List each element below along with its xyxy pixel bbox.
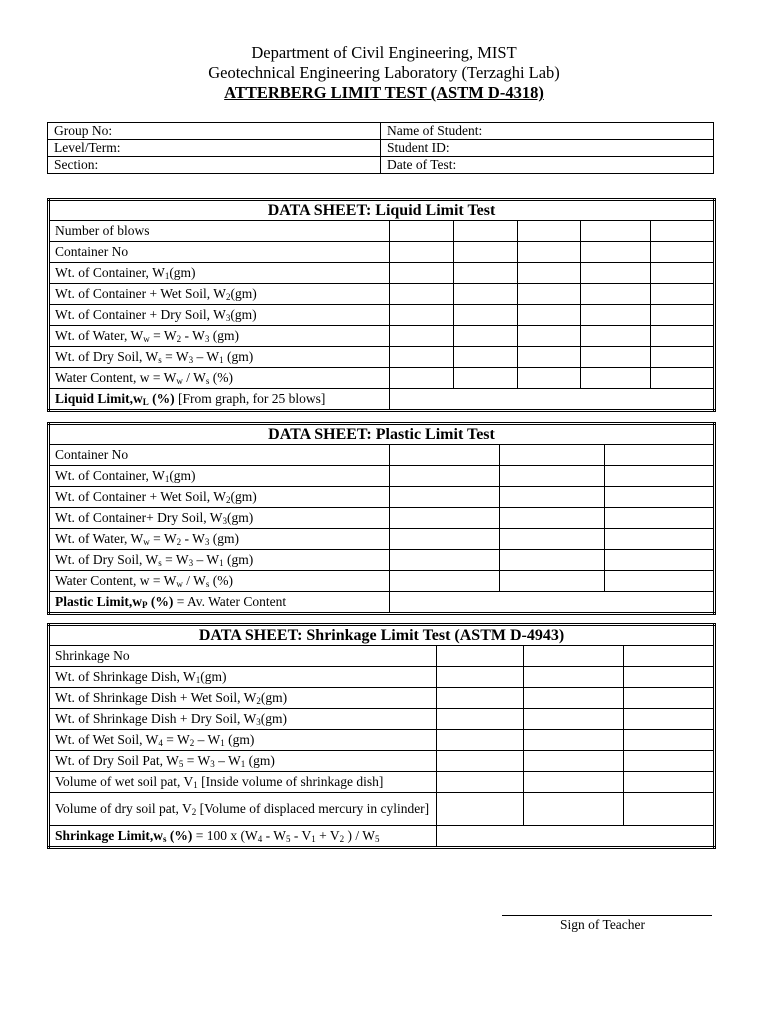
table-row [49, 368, 715, 389]
row-label: Shrinkage No [49, 646, 437, 667]
data-cell[interactable] [390, 368, 454, 389]
data-cell[interactable] [605, 550, 715, 571]
data-cell[interactable] [624, 772, 715, 793]
row-label: Wt. of Container, $W_1(gm)$ [49, 466, 390, 487]
data-cell[interactable] [500, 466, 605, 487]
data-cell[interactable] [454, 347, 518, 368]
data-cell[interactable] [390, 221, 454, 242]
row-label: Container No [49, 242, 390, 263]
data-cell[interactable] [651, 305, 715, 326]
table-row [49, 667, 715, 688]
data-cell[interactable] [500, 445, 605, 466]
data-cell[interactable] [390, 326, 454, 347]
shrinkage-limit-result-cell[interactable] [437, 826, 715, 848]
data-cell[interactable] [518, 263, 581, 284]
data-cell[interactable] [624, 667, 715, 688]
data-cell[interactable] [524, 646, 624, 667]
row-label: Wt. of Dry Soil Pat, $W_5 = W_3 - W_1$ (gm) [49, 751, 437, 772]
table-row [49, 730, 715, 751]
data-cell[interactable] [390, 508, 500, 529]
table-row [49, 550, 715, 571]
data-cell[interactable] [651, 326, 715, 347]
level-term-field[interactable]: Level/Term: [48, 140, 381, 157]
data-cell[interactable] [500, 508, 605, 529]
data-cell[interactable] [605, 508, 715, 529]
data-cell[interactable] [518, 347, 581, 368]
plastic-limit-result-label: Plastic $Limit,w_P$ (%) = Av. Water Content [49, 592, 390, 614]
table-row [49, 242, 715, 263]
table-row [49, 751, 715, 772]
group-no-field[interactable]: Group No: [48, 123, 381, 140]
data-cell[interactable] [390, 445, 500, 466]
table-row [49, 529, 715, 550]
data-cell[interactable] [500, 487, 605, 508]
table-row [49, 688, 715, 709]
data-cell[interactable] [454, 326, 518, 347]
data-cell[interactable] [518, 305, 581, 326]
table-row [49, 592, 715, 614]
data-cell[interactable] [605, 487, 715, 508]
data-cell[interactable] [437, 709, 524, 730]
data-cell[interactable] [524, 709, 624, 730]
table-row [49, 646, 715, 667]
data-cell[interactable] [518, 242, 581, 263]
row-label: Wt. of Shrinkage Dish + Wet Soil, $W_2(gm)$ [49, 688, 437, 709]
row-label: Wt. of Wet Soil, $W_4 = W_2 - W_1$ (gm) [49, 730, 437, 751]
data-cell[interactable] [605, 571, 715, 592]
data-cell[interactable] [454, 368, 518, 389]
data-cell[interactable] [454, 263, 518, 284]
data-cell[interactable] [651, 263, 715, 284]
data-cell[interactable] [390, 466, 500, 487]
row-label: Wt. of Container+ Dry Soil, $W_3(gm)$ [49, 508, 390, 529]
data-cell[interactable] [390, 487, 500, 508]
data-cell[interactable] [524, 667, 624, 688]
data-cell[interactable] [624, 793, 715, 826]
table-row [49, 263, 715, 284]
table-row [49, 445, 715, 466]
plastic-limit-heading: DATA SHEET: Plastic Limit Test [49, 424, 715, 445]
data-cell[interactable] [390, 305, 454, 326]
data-cell[interactable] [524, 730, 624, 751]
row-label: Wt. of Container + Wet Soil, $W_2(gm)$ [49, 284, 390, 305]
section-field[interactable]: Section: [48, 157, 381, 174]
row-label: Wt. of Shrinkage Dish, $W_1(gm)$ [49, 667, 437, 688]
liquid-limit-heading: DATA SHEET: Liquid Limit Test [49, 200, 715, 221]
data-cell[interactable] [454, 284, 518, 305]
data-cell[interactable] [390, 263, 454, 284]
row-label: Water Content, $w = W_w / W_s$ (%) [49, 571, 390, 592]
table-row [49, 709, 715, 730]
data-cell[interactable] [581, 347, 651, 368]
data-cell[interactable] [651, 347, 715, 368]
data-cell[interactable] [605, 445, 715, 466]
data-cell[interactable] [524, 688, 624, 709]
data-cell[interactable] [581, 263, 651, 284]
data-cell[interactable] [524, 772, 624, 793]
row-label: Wt. of Container + Dry Soil, $W_3(gm)$ [49, 305, 390, 326]
table-row [49, 305, 715, 326]
data-cell[interactable] [437, 688, 524, 709]
date-of-test-field[interactable]: Date of Test: [381, 157, 714, 174]
table-row [49, 826, 715, 848]
data-cell[interactable] [500, 550, 605, 571]
row-label: Container No [49, 445, 390, 466]
table-row [49, 571, 715, 592]
data-cell[interactable] [651, 368, 715, 389]
data-cell[interactable] [390, 571, 500, 592]
row-label: Wt. of Container + Wet Soil, $W_2(gm)$ [49, 487, 390, 508]
table-row [49, 347, 715, 368]
signature-label: Sign of Teacher [560, 917, 646, 932]
data-cell[interactable] [518, 284, 581, 305]
data-cell[interactable] [524, 793, 624, 826]
row-label: Wt. of Dry Soil, $W_s = W_3 - W_1$ (gm) [49, 347, 390, 368]
row-label: Volume of dry soil pat, $V_2$ [Volume of displaced mercury in cylinder] [49, 793, 437, 826]
data-cell[interactable] [524, 751, 624, 772]
data-cell[interactable] [437, 751, 524, 772]
data-cell[interactable] [500, 571, 605, 592]
table-row [49, 284, 715, 305]
data-cell[interactable] [605, 466, 715, 487]
data-cell[interactable] [624, 751, 715, 772]
data-cell[interactable] [390, 550, 500, 571]
data-cell[interactable] [605, 529, 715, 550]
page-title: ATTERBERG LIMIT TEST (ASTM D-4318) [224, 83, 544, 102]
data-cell[interactable] [581, 242, 651, 263]
data-cell[interactable] [624, 688, 715, 709]
row-label: Wt. of Water, $W_w = W_2 - W_3$ (gm) [49, 529, 390, 550]
data-cell[interactable] [624, 730, 715, 751]
data-cell[interactable] [390, 284, 454, 305]
liquid-limit-table [47, 198, 716, 412]
data-cell[interactable] [581, 368, 651, 389]
data-cell[interactable] [454, 221, 518, 242]
table-row [49, 772, 715, 793]
data-cell[interactable] [651, 242, 715, 263]
data-cell[interactable] [581, 305, 651, 326]
data-cell[interactable] [454, 305, 518, 326]
data-cell[interactable] [437, 793, 524, 826]
student-id-field[interactable]: Student ID: [381, 140, 714, 157]
signature-line[interactable] [502, 915, 712, 916]
liquid-limit-result-label: Liquid $Limit,w_L$ (%) [From graph, for 25 blows] [49, 389, 390, 411]
data-cell[interactable] [581, 221, 651, 242]
student-name-field[interactable]: Name of Student: [381, 123, 714, 140]
data-cell[interactable] [437, 772, 524, 793]
table-row [49, 793, 715, 826]
data-cell[interactable] [390, 529, 500, 550]
data-cell[interactable] [518, 326, 581, 347]
row-label: Volume of wet soil pat, $V_1$ [Inside volume of shrinkage dish] [49, 772, 437, 793]
department-name: Department of Civil Engineering, MIST [251, 43, 517, 62]
row-label: Wt. of Shrinkage Dish + Dry Soil, $W_3(gm)$ [49, 709, 437, 730]
data-cell[interactable] [454, 242, 518, 263]
table-row [49, 389, 715, 411]
table-row [49, 221, 715, 242]
page-header [0, 43, 768, 103]
data-cell[interactable] [518, 368, 581, 389]
table-row [49, 508, 715, 529]
lab-name: Geotechnical Engineering Laboratory (Terzaghi Lab) [208, 63, 560, 82]
data-cell[interactable] [437, 730, 524, 751]
row-label: Wt. of Container, $W_1(gm)$ [49, 263, 390, 284]
table-row [49, 487, 715, 508]
data-cell[interactable] [518, 221, 581, 242]
plastic-limit-table [47, 422, 716, 615]
data-cell[interactable] [651, 284, 715, 305]
row-label: Wt. of Water, $W_w = W_2 - W_3$ (gm) [49, 326, 390, 347]
liquid-limit-result-cell[interactable] [390, 389, 715, 411]
data-cell[interactable] [624, 709, 715, 730]
data-cell[interactable] [437, 646, 524, 667]
data-cell[interactable] [390, 242, 454, 263]
shrinkage-limit-heading: DATA SHEET: Shrinkage Limit Test (ASTM D-4943) [49, 625, 715, 646]
data-cell[interactable] [624, 646, 715, 667]
student-info-table [47, 122, 714, 174]
data-cell[interactable] [390, 347, 454, 368]
data-cell[interactable] [581, 326, 651, 347]
data-cell[interactable] [437, 667, 524, 688]
shrinkage-limit-result-label: Shrinkage $Limit,w_s$ (%) = 100 x ($W_4 - W_5 - V_1 + V_2$ ) / $W_5$ [49, 826, 437, 848]
shrinkage-limit-table [47, 623, 716, 849]
data-cell[interactable] [651, 221, 715, 242]
table-row [49, 326, 715, 347]
data-cell[interactable] [581, 284, 651, 305]
row-label: Wt. of Dry Soil, $W_s = W_3 - W_1$ (gm) [49, 550, 390, 571]
table-row [49, 466, 715, 487]
row-label: Water Content, $w = W_w / W_s$ (%) [49, 368, 390, 389]
row-label: Number of blows [49, 221, 390, 242]
plastic-limit-result-cell[interactable] [390, 592, 715, 614]
data-cell[interactable] [500, 529, 605, 550]
